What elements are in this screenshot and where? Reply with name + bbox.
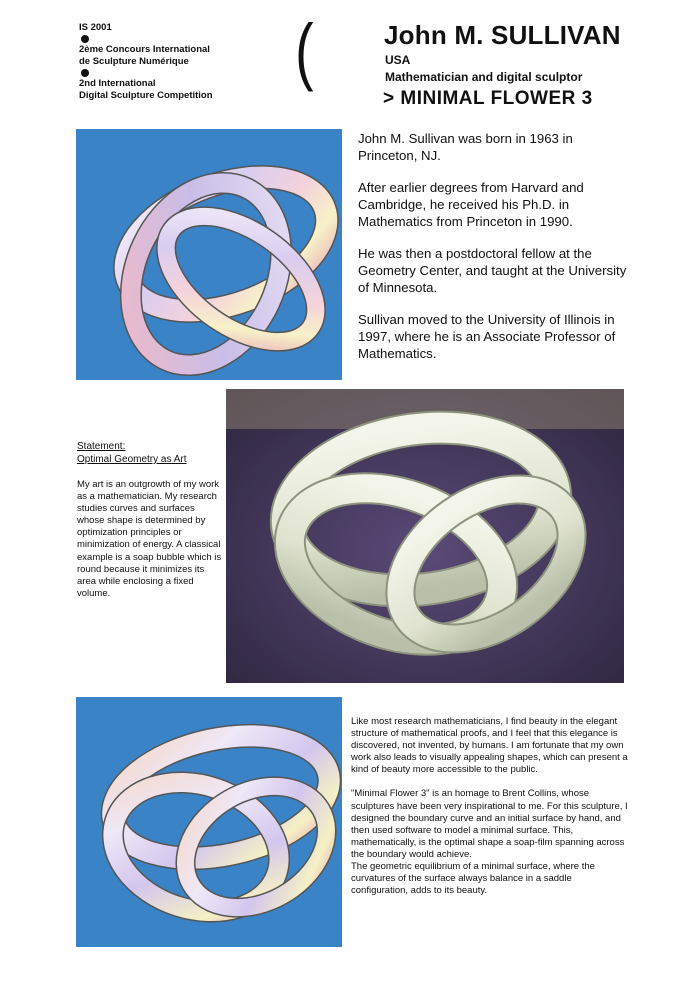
competition-english-line1: 2nd International [79,78,156,89]
statement-heading [77,440,227,466]
bio-paragraph: Sullivan moved to the University of Illinois in 1997, where he is an Associate Professor of Mathematics. [358,312,616,361]
bullet-icon [81,35,89,43]
competition-english-line2: Digital Sculpture Competition [79,90,213,101]
bio-paragraph: He was then a postdoctoral fellow at the Geometry Center, and taught at the University of Minnesota. [358,246,627,295]
ribbon-render-graphic [76,697,342,947]
work-title: > MINIMAL FLOWER 3 [383,88,593,109]
statement-label: Statement: [77,441,126,452]
essay-paragraph: "Minimal Flower 3" is an homage to Brent Collins, whose sculptures have been very inspirational to me. For this sculpture, I designed the boundary curve and an initial surface by hand, and then used software to model a minimal surface. This, mathematically, is the optimal shape a soap-film spanning across the boundary would achieve. [351,788,628,860]
competition-french-line1: 2ème Concours International [79,44,210,55]
essay-paragraph: The geometric equilibrium of a minimal surface, where the curvatures of the surface always balance in a saddle configuration, adds to its beauty. [351,861,595,897]
sculpture-render-bottom [76,697,342,947]
artist-country: USA [385,53,411,67]
competition-info [79,22,289,102]
bio-paragraph: John M. Sullivan was born in 1963 in Princeton, NJ. [358,131,573,163]
essay-paragraph: Like most research mathematicians, I find beauty in the elegant structure of mathematical proofs, and I feel that this elegance is discovered, not invented, by humans. I am fortunate that my own work also leads to visually appealing shapes, which can present a kind of beauty more accessible to the public. [351,716,628,776]
bullet-icon [81,69,89,77]
bio-paragraph: After earlier degrees from Harvard and Cambridge, he received his Ph.D. in Mathematics from Princeton in 1990. [358,180,584,229]
artist-role: Mathematician and digital sculptor [385,70,583,84]
sculpture-photo [226,389,624,683]
sculpture-photo-graphic [226,389,624,683]
artist-name: John M. SULLIVAN [384,20,621,50]
artist-essay [351,716,629,897]
decorative-parenthesis: ( [295,9,314,92]
competition-french-line2: de Sculpture Numérique [79,56,189,67]
statement-title: Optimal Geometry as Art [77,454,187,465]
competition-year: IS 2001 [79,22,112,33]
artist-bio [358,130,628,377]
ribbon-render-graphic [76,129,342,380]
sculpture-render-top [76,129,342,380]
statement-body: My art is an outgrowth of my work as a mathematician. My research studies curves and surfaces whose shape is determined by optimization principles or minimization of energy. A classical example is a soap bubble which is round because it minimizes its area while enclosing a fixed volume. [77,479,222,599]
